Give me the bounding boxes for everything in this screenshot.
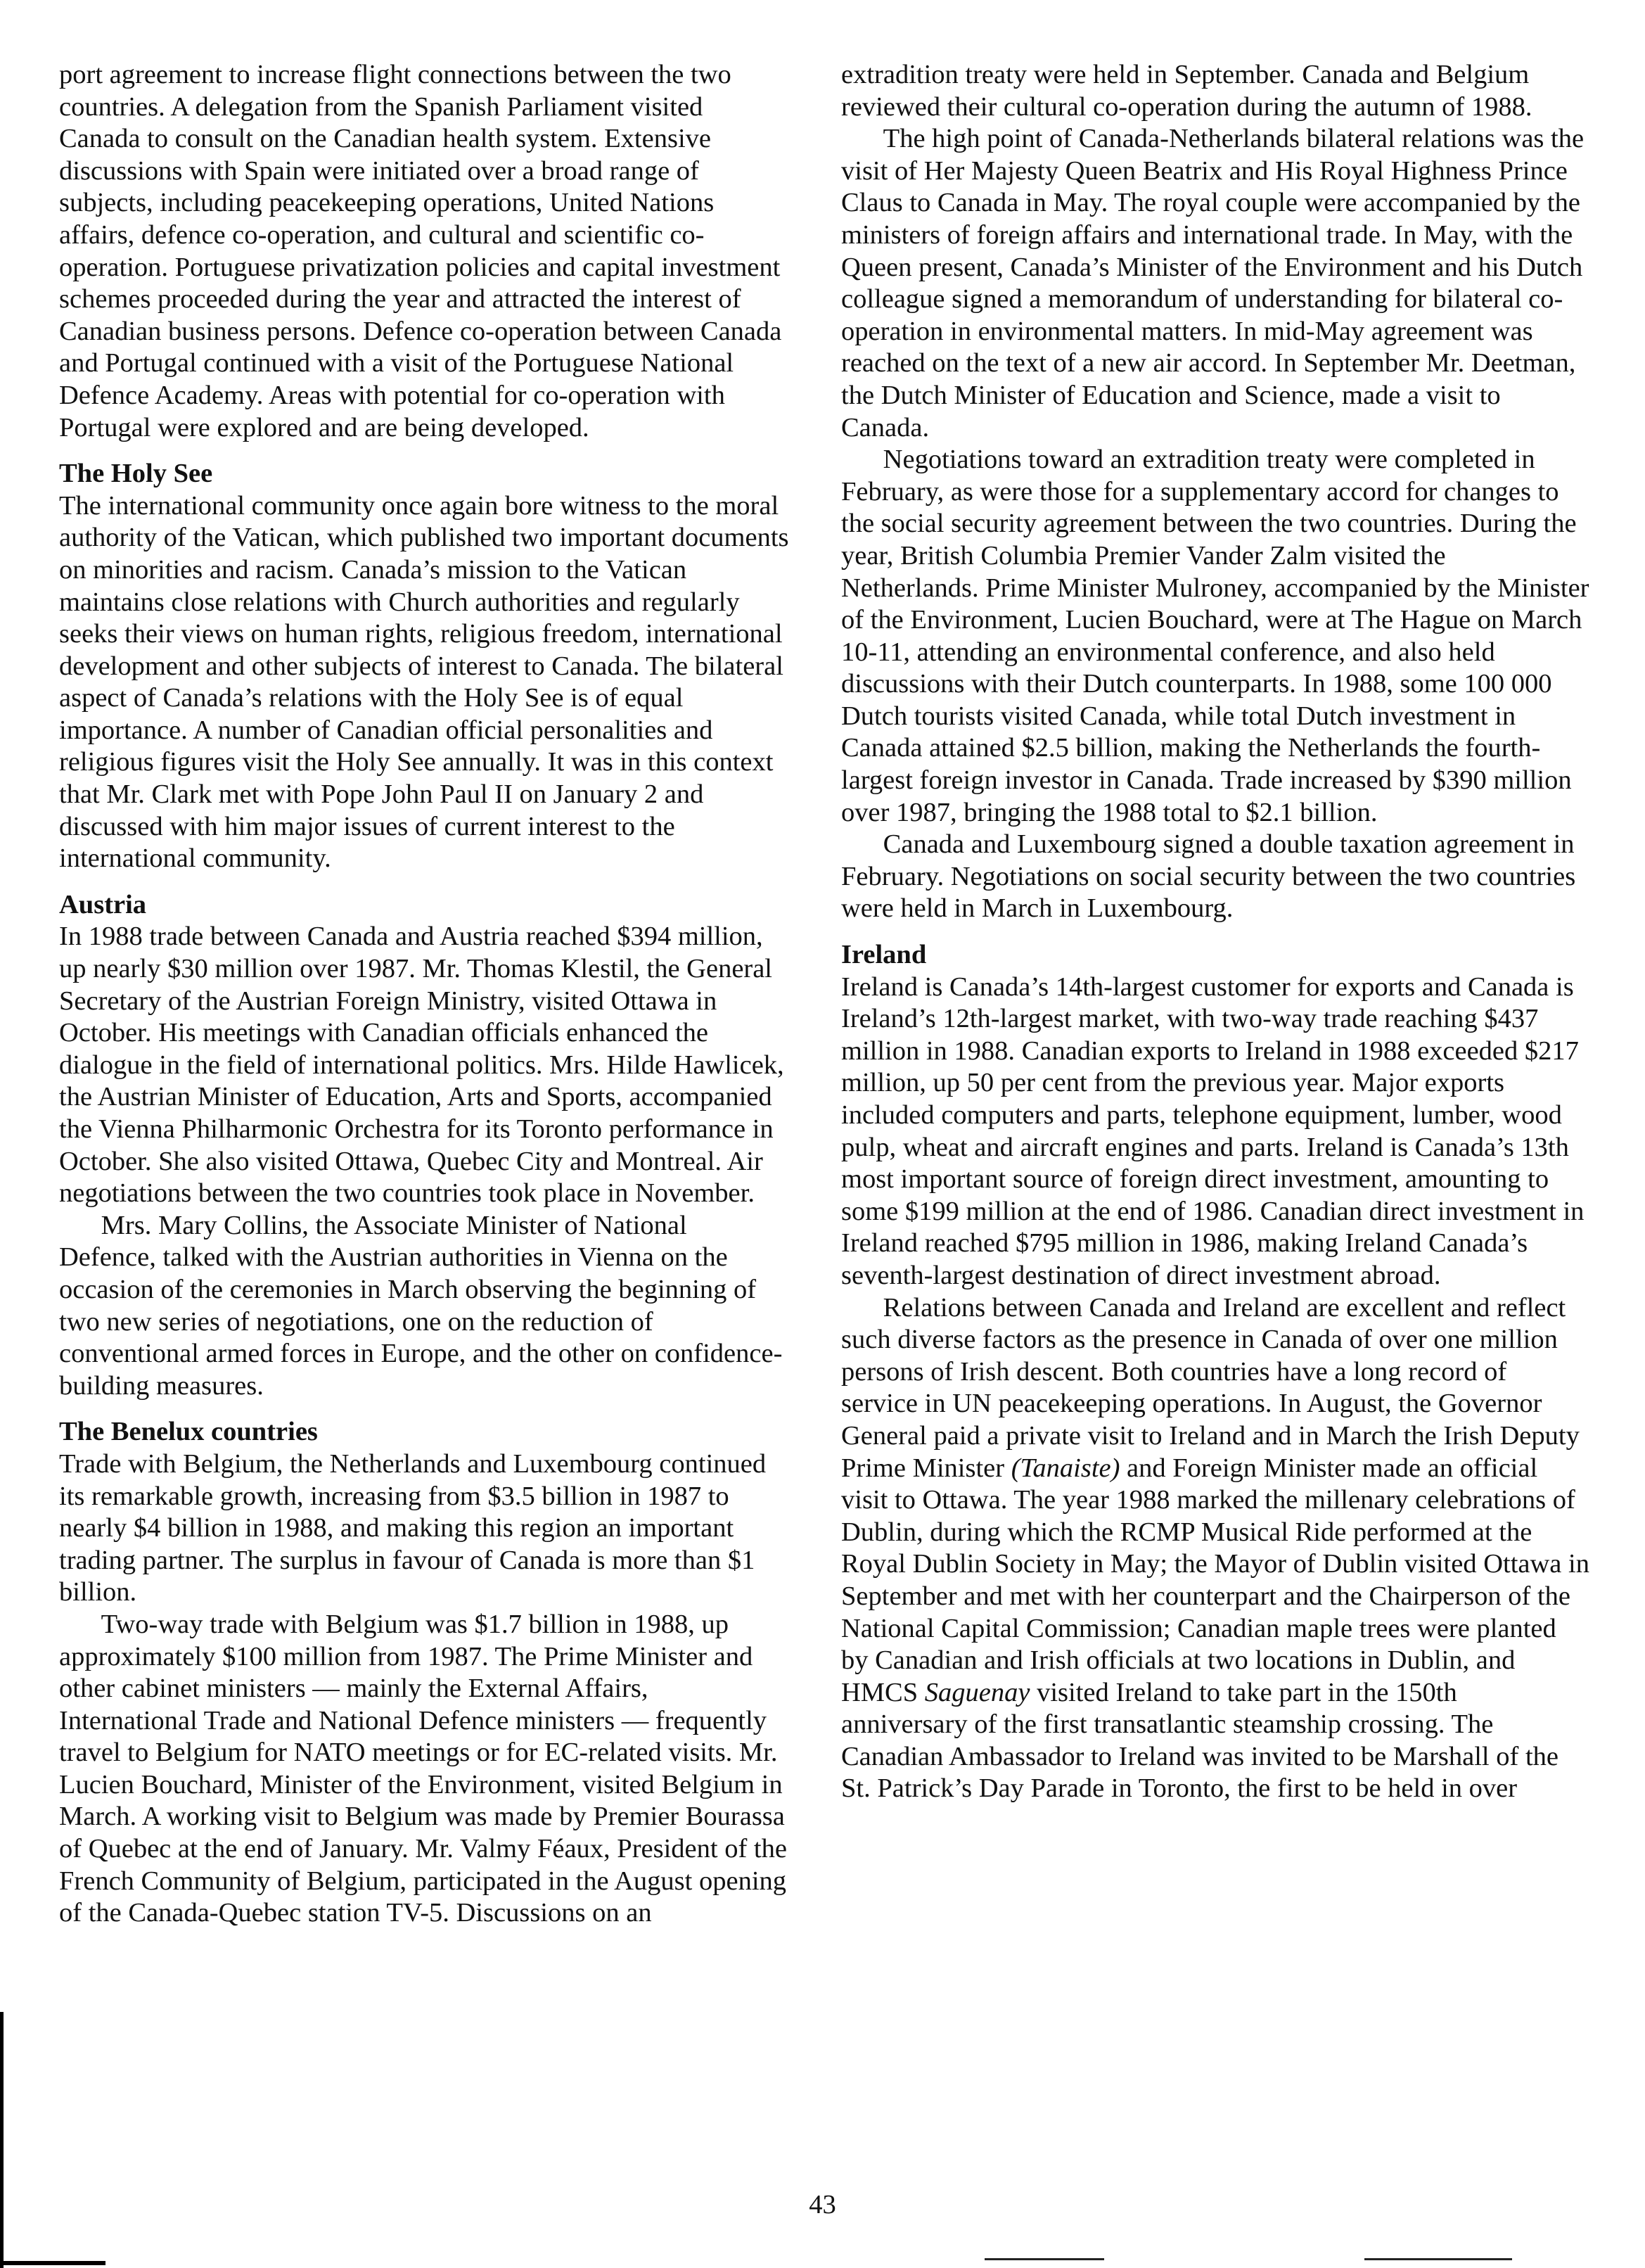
- scan-edge-mark: [0, 2012, 4, 2268]
- page-number: 43: [809, 2190, 836, 2219]
- scan-artifact-rule-right: [1364, 2258, 1512, 2260]
- paragraph-austria-2: Mrs. Mary Collins, the Associate Minister of National Defence, talked with the Austrian authorities in Vienna on the occasion of the ceremonies in March observing the beginning of two new series of negotiations, one on the reduction of conventional armed forces in Europe, and the other on confidence-building measures.: [59, 1210, 783, 1401]
- paragraph-ireland-1: Ireland is Canada’s 14th-largest customer for exports and Canada is Ireland’s 12th-largest market, with two-way trade reaching $437 million in 1988. Canadian exports to Ireland in 1988 exceeded $217 million, up 50 per cent from the previous year. Major exports included computers and parts, telephone equipment, lumber, wood pulp, wheat and aircraft engines and parts. Ireland is Canada’s 13th most important source of foreign direct investment, amounting to some $199 million at the end of 1986. Canadian direct investment in Ireland reached $795 million in 1986, making Ireland Canada’s seventh-largest destination of direct investment abroad.: [841, 971, 1585, 1290]
- ireland-text-part-2: and Foreign Minister made an official visit to Ottawa. The year 1988 marked the millenary celebrations of Dublin, during which the RCMP Musical Ride performed at the Royal Dublin Society in May; the Mayor of Dublin visited Ottawa in September and met with her counterpart and the Chairperson of the National Capital Commission; Canadian maple trees were planted by Canadian and Irish officials at two locations in Dublin, and HMCS: [841, 1453, 1589, 1707]
- paragraph-austria-1: In 1988 trade between Canada and Austria reached $394 million, up nearly $30 million over 1987. Mr. Thomas Klestil, the General Secretary of the Austrian Foreign Ministry, visited Ottawa in October. His meetings with Canadian officials enhanced the dialogue in the field of international politics. Mrs. Hilde Hawlicek, the Austrian Minister of Education, Arts and Sports, accompanied the Vienna Philharmonic Orchestra for its Toronto performance in October. She also visited Ottawa, Quebec City and Montreal. Air negotiations between the two countries took place in November.: [59, 922, 784, 1209]
- ireland-text-part-3: visited Ireland to take part in the 150th anniversary of the first transatlantic steamship crossing. The Canadian Ambassador to Ireland was invited to be Marshall of the St. Patrick’s Day Parade in Toronto, the first to be held in over: [841, 1677, 1558, 1804]
- tanaiste-italic: (Tanaiste): [1011, 1453, 1120, 1483]
- heading-holy-see: The Holy See: [59, 459, 213, 489]
- left-column: [59, 59, 791, 1930]
- paragraph-netherlands-1: The high point of Canada-Netherlands bilateral relations was the visit of Her Majesty Queen Beatrix and His Royal Highness Prince Claus to Canada in May. The royal couple were accompanied by the ministers of foreign affairs and international trade. In May, with the Queen present, Canada’s Minister of the Environment and his Dutch colleague signed a memorandum of understanding for bilateral co-operation in environmental matters. In mid-May agreement was reached on the text of a new air accord. In September Mr. Deetman, the Dutch Minister of Education and Science, made a visit to Canada.: [841, 124, 1585, 442]
- paragraph-luxembourg: Canada and Luxembourg signed a double taxation agreement in February. Negotiations on social security between the two countries were held in March in Luxembourg.: [841, 829, 1576, 924]
- paragraph-benelux-continued: extradition treaty were held in September. Canada and Belgium reviewed their cultural co-operation during the autumn of 1988.: [841, 60, 1532, 122]
- heading-benelux: The Benelux countries: [59, 1417, 318, 1447]
- paragraph-benelux-1: Trade with Belgium, the Netherlands and Luxembourg continued its remarkable growth, increasing from $3.5 billion in 1987 to nearly $4 billion in 1988, and making this region an important trading partner. The surplus in favour of Canada is more than $1 billion.: [59, 1448, 767, 1607]
- paragraph-netherlands-2: Negotiations toward an extradition treaty were completed in February, as were those for a supplementary accord for changes to the social security agreement between the two countries. During the year, British Columbia Premier Vander Zalm visited the Netherlands. Prime Minister Mulroney, accompanied by the Minister of the Environment, Lucien Bouchard, were at The Hague on March 10-11, attending an environmental conference, and also held discussions with their Dutch counterparts. In 1988, some 100 000 Dutch tourists visited Canada, while total Dutch investment in Canada attained $2.5 billion, making the Netherlands the fourth-largest foreign investor in Canada. Trade increased by $390 million over 1987, bringing the 1988 total to $2.1 billion.: [841, 445, 1589, 827]
- right-column: [841, 59, 1589, 1805]
- ireland-text-part-1: Relations between Canada and Ireland are excellent and reflect such diverse factors as the presence in Canada of over one million persons of Irish descent. Both countries have a long record of service in UN peacekeeping operations. In August, the Governor General paid a private visit to Ireland and in March the Irish Deputy Prime Minister: [841, 1292, 1580, 1483]
- paragraph-ireland-2: [841, 1292, 1589, 1806]
- heading-austria: Austria: [59, 889, 147, 919]
- paragraph-spain-portugal: port agreement to increase flight connections between the two countries. A delegation from the Spanish Parliament visited Canada to consult on the Canadian health system. Extensive discussions with Spain were initiated over a broad range of subjects, including peacekeeping operations, United Nations affairs, defence co-operation, and cultural and scientific co-operation. Portuguese privatization policies and capital investment schemes proceeded during the year and attracted the interest of Canadian business persons. Defence co-operation between Canada and Portugal continued with a visit of the Portuguese National Defence Academy. Areas with potential for co-operation with Portugal were explored and are being developed.: [59, 60, 782, 442]
- saguenay-italic: Saguenay: [924, 1677, 1030, 1707]
- paragraph-benelux-2: Two-way trade with Belgium was $1.7 billion in 1988, up approximately $100 million from 1987. The Prime Minister and other cabinet ministers — mainly the External Affairs, International Trade and National Defence ministers — frequently travel to Belgium for NATO meetings or for EC-related visits. Mr. Lucien Bouchard, Minister of the Environment, visited Belgium in March. A working visit to Belgium was made by Premier Bourassa of Quebec at the end of January. Mr. Valmy Féaux, President of the French Community of Belgium, participated in the August opening of the Canada-Quebec station TV-5. Discussions on an: [59, 1609, 787, 1928]
- scan-edge-bottom-mark: [0, 2261, 105, 2265]
- paragraph-holy-see: The international community once again bore witness to the moral authority of the Vatican, which published two important documents on minorities and racism. Canada’s mission to the Vatican maintains close relations with Church authorities and regularly seeks their views on human rights, religious freedom, international development and other subjects of interest to Canada. The bilateral aspect of Canada’s relations with the Holy See is of equal importance. A number of Canadian official personalities and religious figures visit the Holy See annually. It was in this context that Mr. Clark met with Pope John Paul II on January 2 and discussed with him major issues of current interest to the international community.: [59, 490, 789, 874]
- heading-ireland: Ireland: [841, 940, 927, 970]
- scan-artifact-rule: [985, 2258, 1104, 2260]
